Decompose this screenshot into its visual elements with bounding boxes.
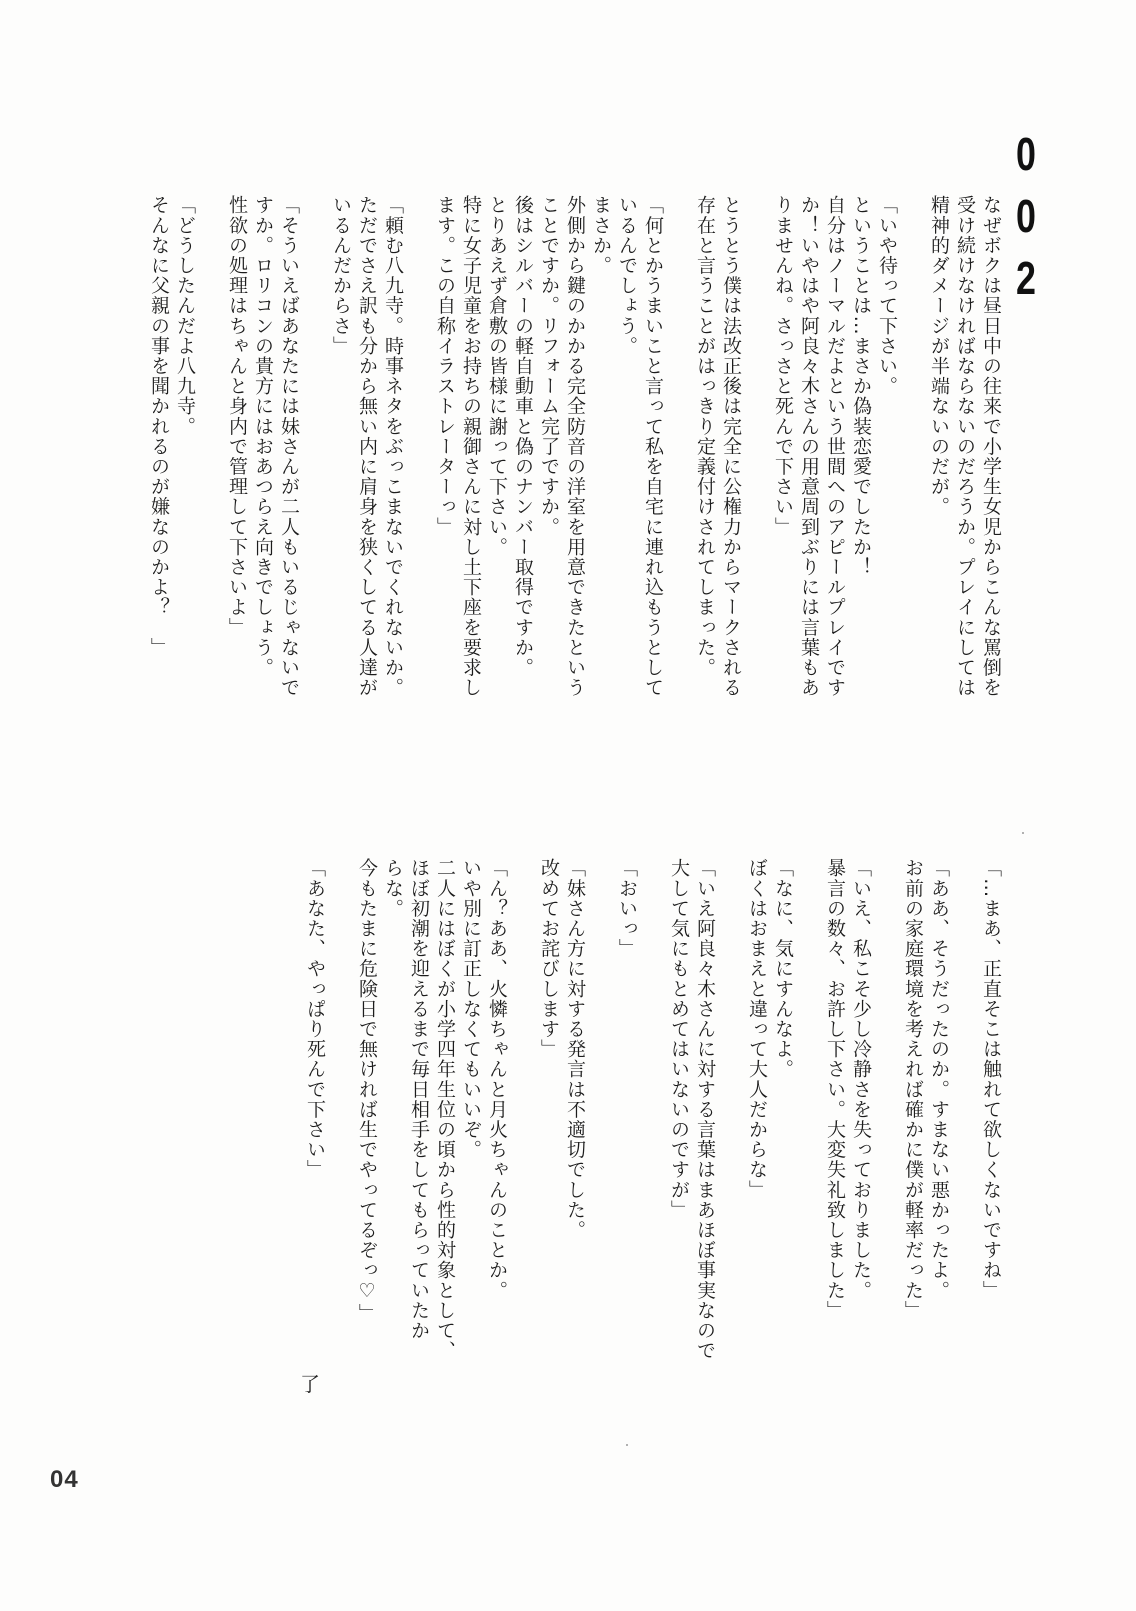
scan-speck (1022, 832, 1024, 834)
chapter-number: 002 (1005, 128, 1047, 314)
lower-text-block: 「…まあ、正直そこは触れて欲しくないですね」 「ああ、そうだったのか。すまない悪かったよ。 お前の家庭環境を考えれば確かに僕が軽率だった」 「いえ、私こそ少し冷静さを失っておりました。 暴言の数々、お許し下さい。大変失礼致しました」 「なに、気にすんなよ。 ぼくはおまえと違って大人だからな」 「いえ阿良々木さんに対する言葉はまあほぼ事実なので 大して気にもとめてはいないのですが」 「おいっ」 「妹さん方に対する発言は不適切でした。 改めてお詫びします」 「ん？ああ、火憐ちゃんと月火ちゃんのことか。 いや別に訂正しなくてもいいぞ。 二人にはぼくが小学四年生位の頃から性的対象として、 ほぼ初潮を迎えるまで毎日相手をしてもらっていたか らな。 今もたまに危険日で無ければ生でやってるぞっ♡」 「あなた、やっぱり死んで下さい」 (304, 858, 1002, 1361)
scan-speck (626, 1444, 628, 1446)
page-number: 04 (50, 1466, 79, 1493)
end-mark: 了 (300, 1372, 320, 1396)
upper-text-block: なぜボクは昼日中の往来で小学生女児からこんな罵倒を 受け続けなければならないのだろうか。プレイにしては 精神的ダメージが半端ないのだが。 「いや待って下さい。 ということは…まさか偽装恋愛でしたか！ 自分はノーマルだよという世間へのアピールプレイです か！いやはや阿良々木さんの用意周到ぶりには言葉もあ りませんね。さっさと死んで下さい」 とうとう僕は法改正後は完全に公権力からマークされる 存在と言うことがはっきり定義付けされてしまった。 「何とかうまいこと言って私を自宅に連れ込もうとして いるんでしょう。 まさか。 外側から鍵のかかる完全防音の洋室を用意できたという ことですか。リフォーム完了ですか。 後はシルバーの軽自動車と偽のナンバー取得ですか。 とりあえず倉敷の皆様に謝って下さい。 特に女子児童をお持ちの親御さんに対し土下座を要求し ます。この自称イラストレーターっ」 「頼む八九寺。時事ネタをぶっこまないでくれないか。 ただでさえ訳も分から無い内に肩身を狭くしてる人達が いるんだからさ」 「そういえばあなたには妹さんが二人もいるじゃないで すか。ロリコンの貴方にはおあつらえ向きでしょう。 性欲の処理はちゃんと身内で管理して下さいよ」 「どうしたんだよ八九寺。 そんなに父親の事を聞かれるのが嫌なのかよ？ 」 (148, 195, 1002, 698)
